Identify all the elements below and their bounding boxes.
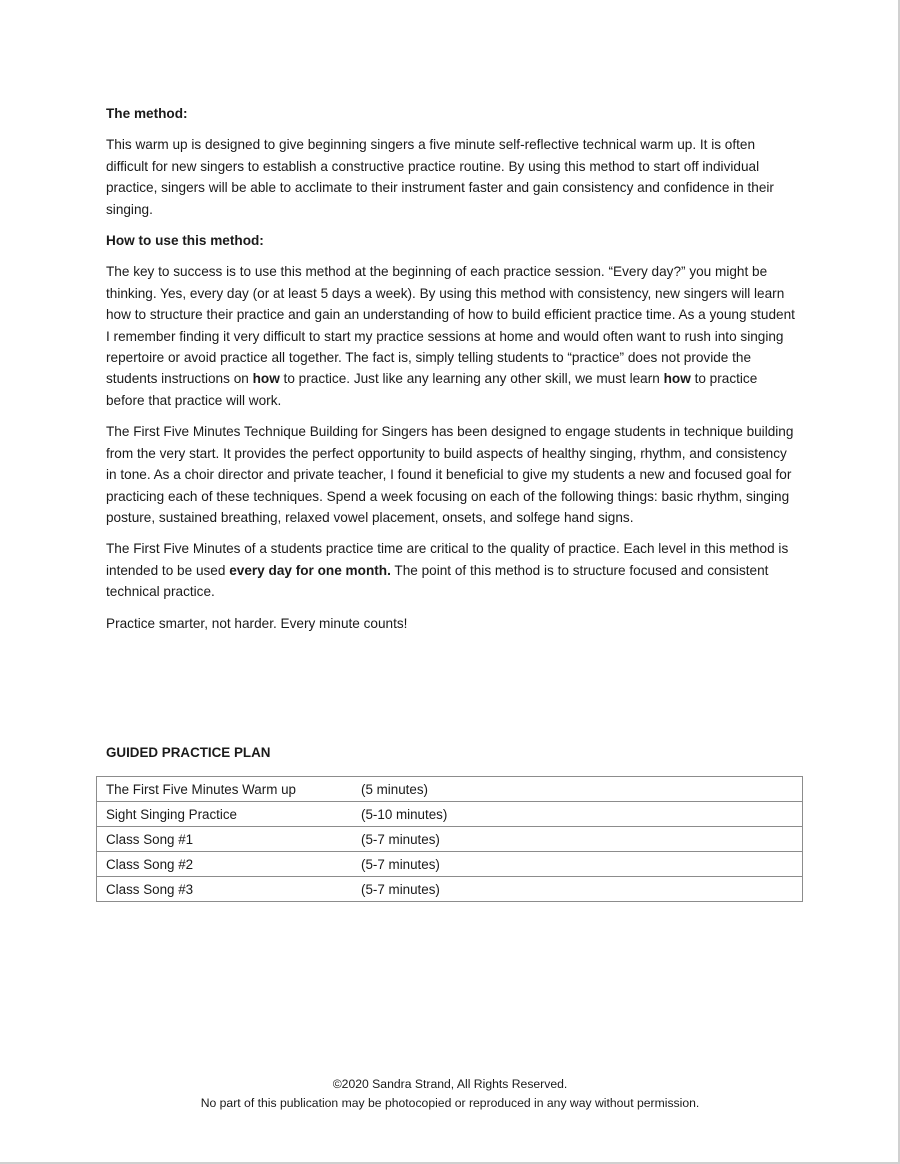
method-paragraph: This warm up is designed to give beginning singers a five minute self-reflective technical warm up. It is often difficult for new singers to establish a constructive practice routine. By using this method to start off individual practice, singers will be able to acclimate to their instrument faster and gain consistency and confidence in their singing. xyxy=(106,137,774,217)
plan-item: Class Song #1 xyxy=(97,827,362,852)
main-content xyxy=(106,103,796,644)
table-row xyxy=(97,777,803,802)
plan-time: (5-10 minutes) xyxy=(361,802,803,827)
plan-item: The First Five Minutes Warm up xyxy=(97,777,362,802)
every-day-emphasis: every day for one month. xyxy=(229,562,391,578)
plan-time: (5-7 minutes) xyxy=(361,827,803,852)
table-row xyxy=(97,852,803,877)
table-row xyxy=(97,877,803,902)
plan-time: (5-7 minutes) xyxy=(361,852,803,877)
how-to-use-paragraph-1-part-2: to practice. Just like any learning any other skill, we must learn xyxy=(279,371,664,387)
how-to-use-paragraph-3-part-1: The First Five Minutes of a students practice time are critical to the quality of practice. Each level in this method is intended to be used xyxy=(106,541,789,578)
how-to-use-paragraph-4: Practice smarter, not harder. Every minute counts! xyxy=(106,615,408,631)
how-to-use-paragraph-1-part-3: to practice before that practice will work. xyxy=(106,371,758,408)
reproduction-notice: No part of this publication may be photocopied or reproduced in any way without permission. xyxy=(200,1096,700,1110)
plan-item: Class Song #3 xyxy=(97,877,362,902)
plan-item: Class Song #2 xyxy=(97,852,362,877)
plan-time: (5-7 minutes) xyxy=(361,877,803,902)
plan-item: Sight Singing Practice xyxy=(97,802,362,827)
table-row xyxy=(97,802,803,827)
how-to-use-heading: How to use this method: xyxy=(106,233,264,249)
how-to-use-paragraph-3 xyxy=(106,538,796,602)
method-heading: The method: xyxy=(106,106,188,121)
how-emphasis-2: how xyxy=(663,371,691,387)
how-to-use-paragraph-2: The First Five Minutes Technique Building for Singers has been designed to engage students in technique building from the very start. It provides the perfect opportunity to build aspects of healthy singing, rhythm, and consistency in tone. As a choir director and private teacher, I found it beneficial to give my students a new and focused goal for practicing each of these techniques. Spend a week focusing on each of the following things: basic rhythm, singing posture, sustained breathing, relaxed vowel placement, onsets, and solfege hand signs. xyxy=(106,424,794,525)
how-to-use-paragraph-1-part-1: The key to success is to use this method at the beginning of each practice session. “Every day?” you might be thinking. Yes, every day (or at least 5 days a week). By using this method with consistency, new singers will learn how to structure their practice and gain an understanding of how to build efficient practice time. As a young student I remember finding it very difficult to start my practice sessions at home and would often want to rush into singing repertoire or avoid practice all together. The fact is, simply telling students to “practice” does not provide the students instructions on xyxy=(106,264,795,387)
page-footer xyxy=(0,1075,900,1113)
guided-practice-plan xyxy=(106,743,806,897)
table-row xyxy=(97,827,803,852)
plan-table xyxy=(96,776,803,902)
how-to-use-paragraph-1 xyxy=(106,261,796,411)
copyright-notice: ©2020 Sandra Strand, All Rights Reserved. xyxy=(332,1077,568,1091)
how-emphasis-1: how xyxy=(252,371,280,387)
how-to-use-paragraph-3-part-2: The point of this method is to structure focused and consistent technical practice. xyxy=(106,562,769,600)
plan-time: (5 minutes) xyxy=(361,777,803,802)
plan-title: GUIDED PRACTICE PLAN xyxy=(106,745,271,760)
